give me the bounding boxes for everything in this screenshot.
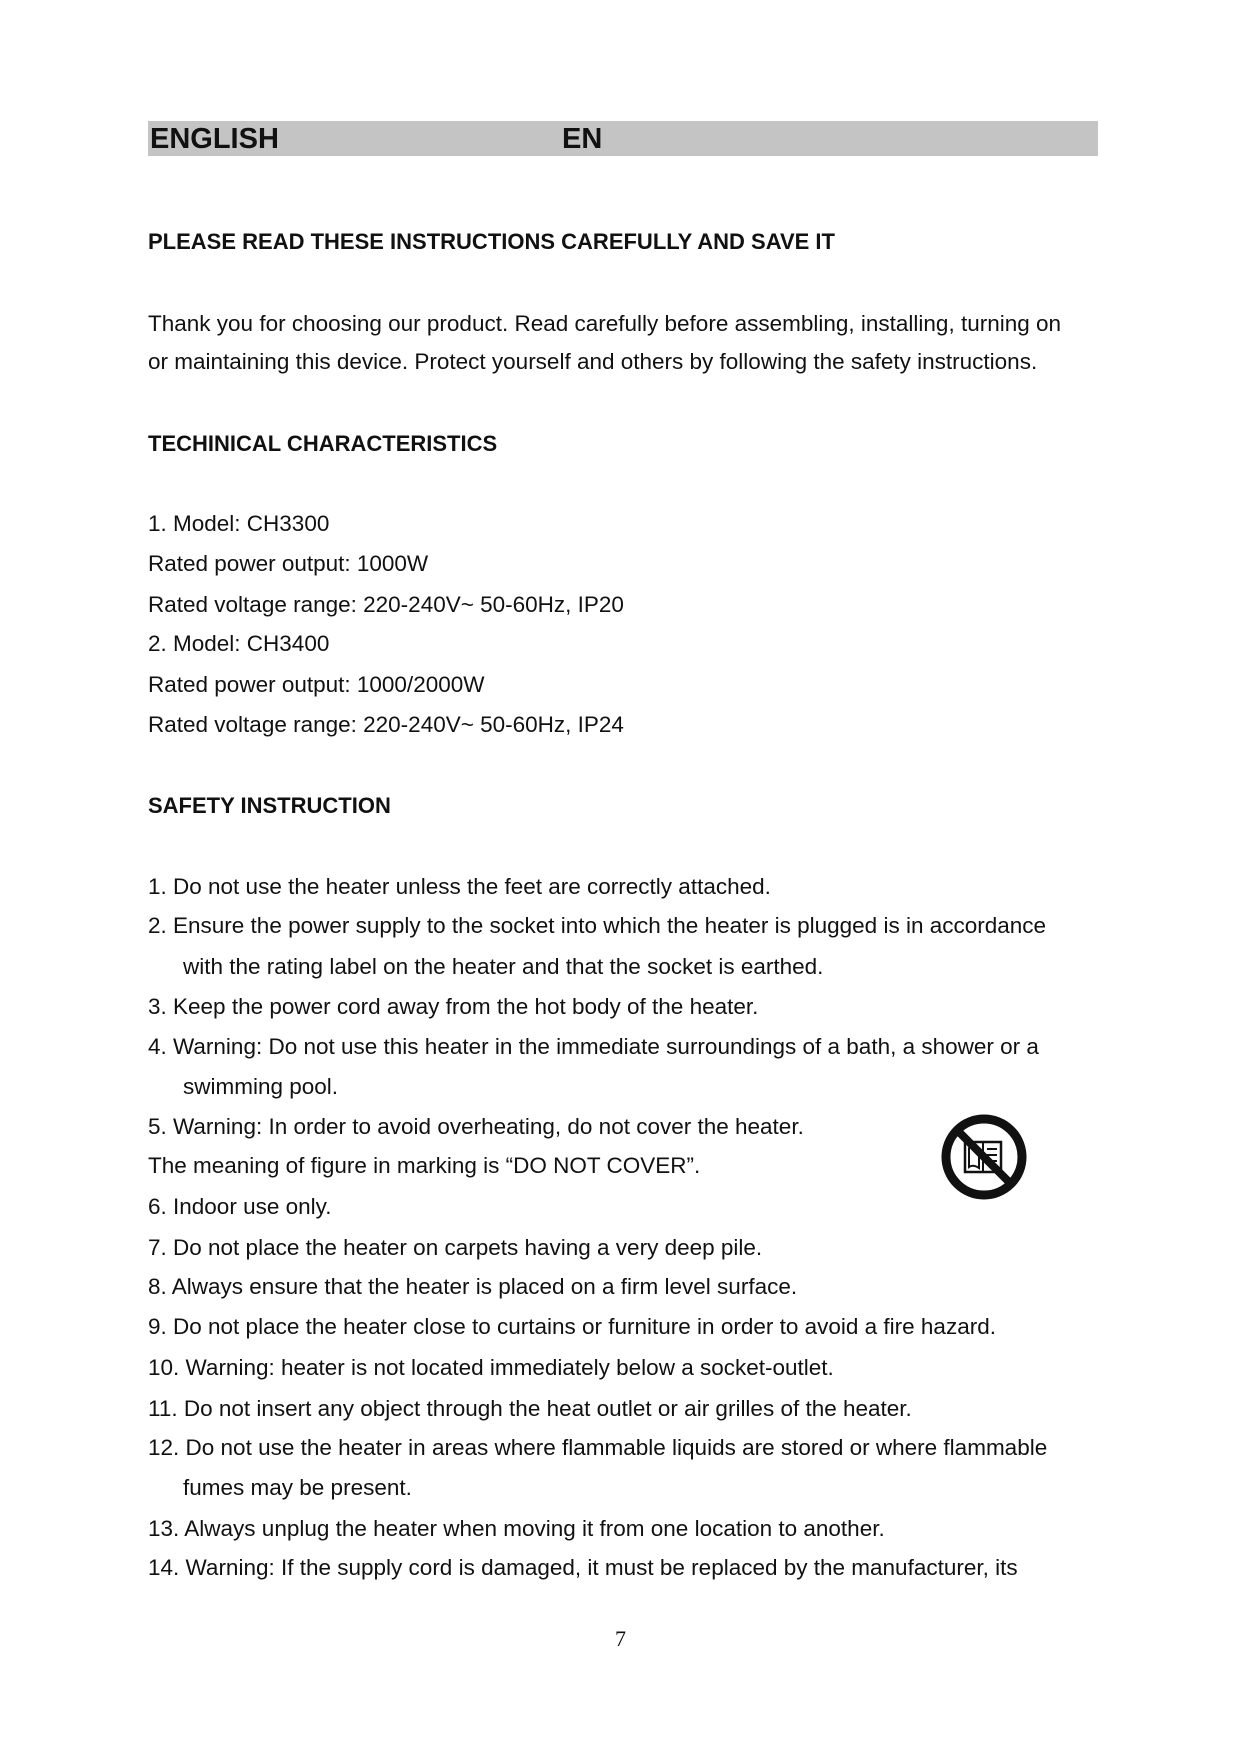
technical-heading: TECHINICAL CHARACTERISTICS (148, 431, 498, 456)
do-not-cover-icon (939, 1112, 1029, 1202)
safety-line: 13. Always unplug the heater when moving it from one location to another. (148, 1516, 885, 1541)
intro-line: Thank you for choosing our product. Read carefully before assembling, installing, turning on (148, 311, 1062, 336)
safety-line: 8. Always ensure that the heater is placed on a firm level surface. (148, 1274, 798, 1299)
safety-line: 5. Warning: In order to avoid overheating, do not cover the heater. (148, 1114, 804, 1139)
safety-line: 1. Do not use the heater unless the feet are correctly attached. (148, 874, 771, 899)
language-code: EN (562, 123, 603, 155)
safety-line: 6. Indoor use only. (148, 1194, 332, 1219)
safety-line: 12. Do not use the heater in areas where flammable liquids are stored or where flammable (148, 1435, 1048, 1460)
safety-line: 14. Warning: If the supply cord is damaged, it must be replaced by the manufacturer, its (148, 1555, 1018, 1580)
safety-heading: SAFETY INSTRUCTION (148, 793, 391, 818)
safety-line: swimming pool. (183, 1074, 339, 1099)
safety-line: 2. Ensure the power supply to the socket into which the heater is plugged is in accordance (148, 913, 1047, 938)
page-title: PLEASE READ THESE INSTRUCTIONS CAREFULLY AND SAVE IT (148, 229, 835, 254)
safety-line: 10. Warning: heater is not located immediately below a socket-outlet. (148, 1355, 834, 1380)
language-label: ENGLISH (150, 123, 279, 155)
safety-line: fumes may be present. (183, 1475, 412, 1500)
safety-line: 11. Do not insert any object through the heat outlet or air grilles of the heater. (148, 1396, 912, 1421)
spec-line: Rated power output: 1000/2000W (148, 672, 485, 697)
intro-line: or maintaining this device. Protect yourself and others by following the safety instructions. (148, 349, 1038, 374)
safety-line: 7. Do not place the heater on carpets having a very deep pile. (148, 1235, 763, 1260)
spec-line: Rated voltage range: 220-240V~ 50-60Hz, IP24 (148, 712, 624, 737)
spec-line: 2. Model: CH3400 (148, 631, 330, 656)
language-header-bar (148, 121, 1098, 156)
safety-line: 9. Do not place the heater close to curtains or furniture in order to avoid a fire hazard. (148, 1314, 996, 1339)
safety-line: The meaning of figure in marking is “DO NOT COVER”. (148, 1153, 701, 1178)
safety-line: 3. Keep the power cord away from the hot body of the heater. (148, 994, 759, 1019)
spec-line: 1. Model: CH3300 (148, 511, 330, 536)
safety-line: 4. Warning: Do not use this heater in the immediate surroundings of a bath, a shower or a (148, 1034, 1039, 1059)
safety-line: with the rating label on the heater and that the socket is earthed. (183, 954, 824, 979)
page-number: 7 (615, 1626, 626, 1651)
spec-line: Rated voltage range: 220-240V~ 50-60Hz, IP20 (148, 592, 624, 617)
spec-line: Rated power output: 1000W (148, 551, 429, 576)
